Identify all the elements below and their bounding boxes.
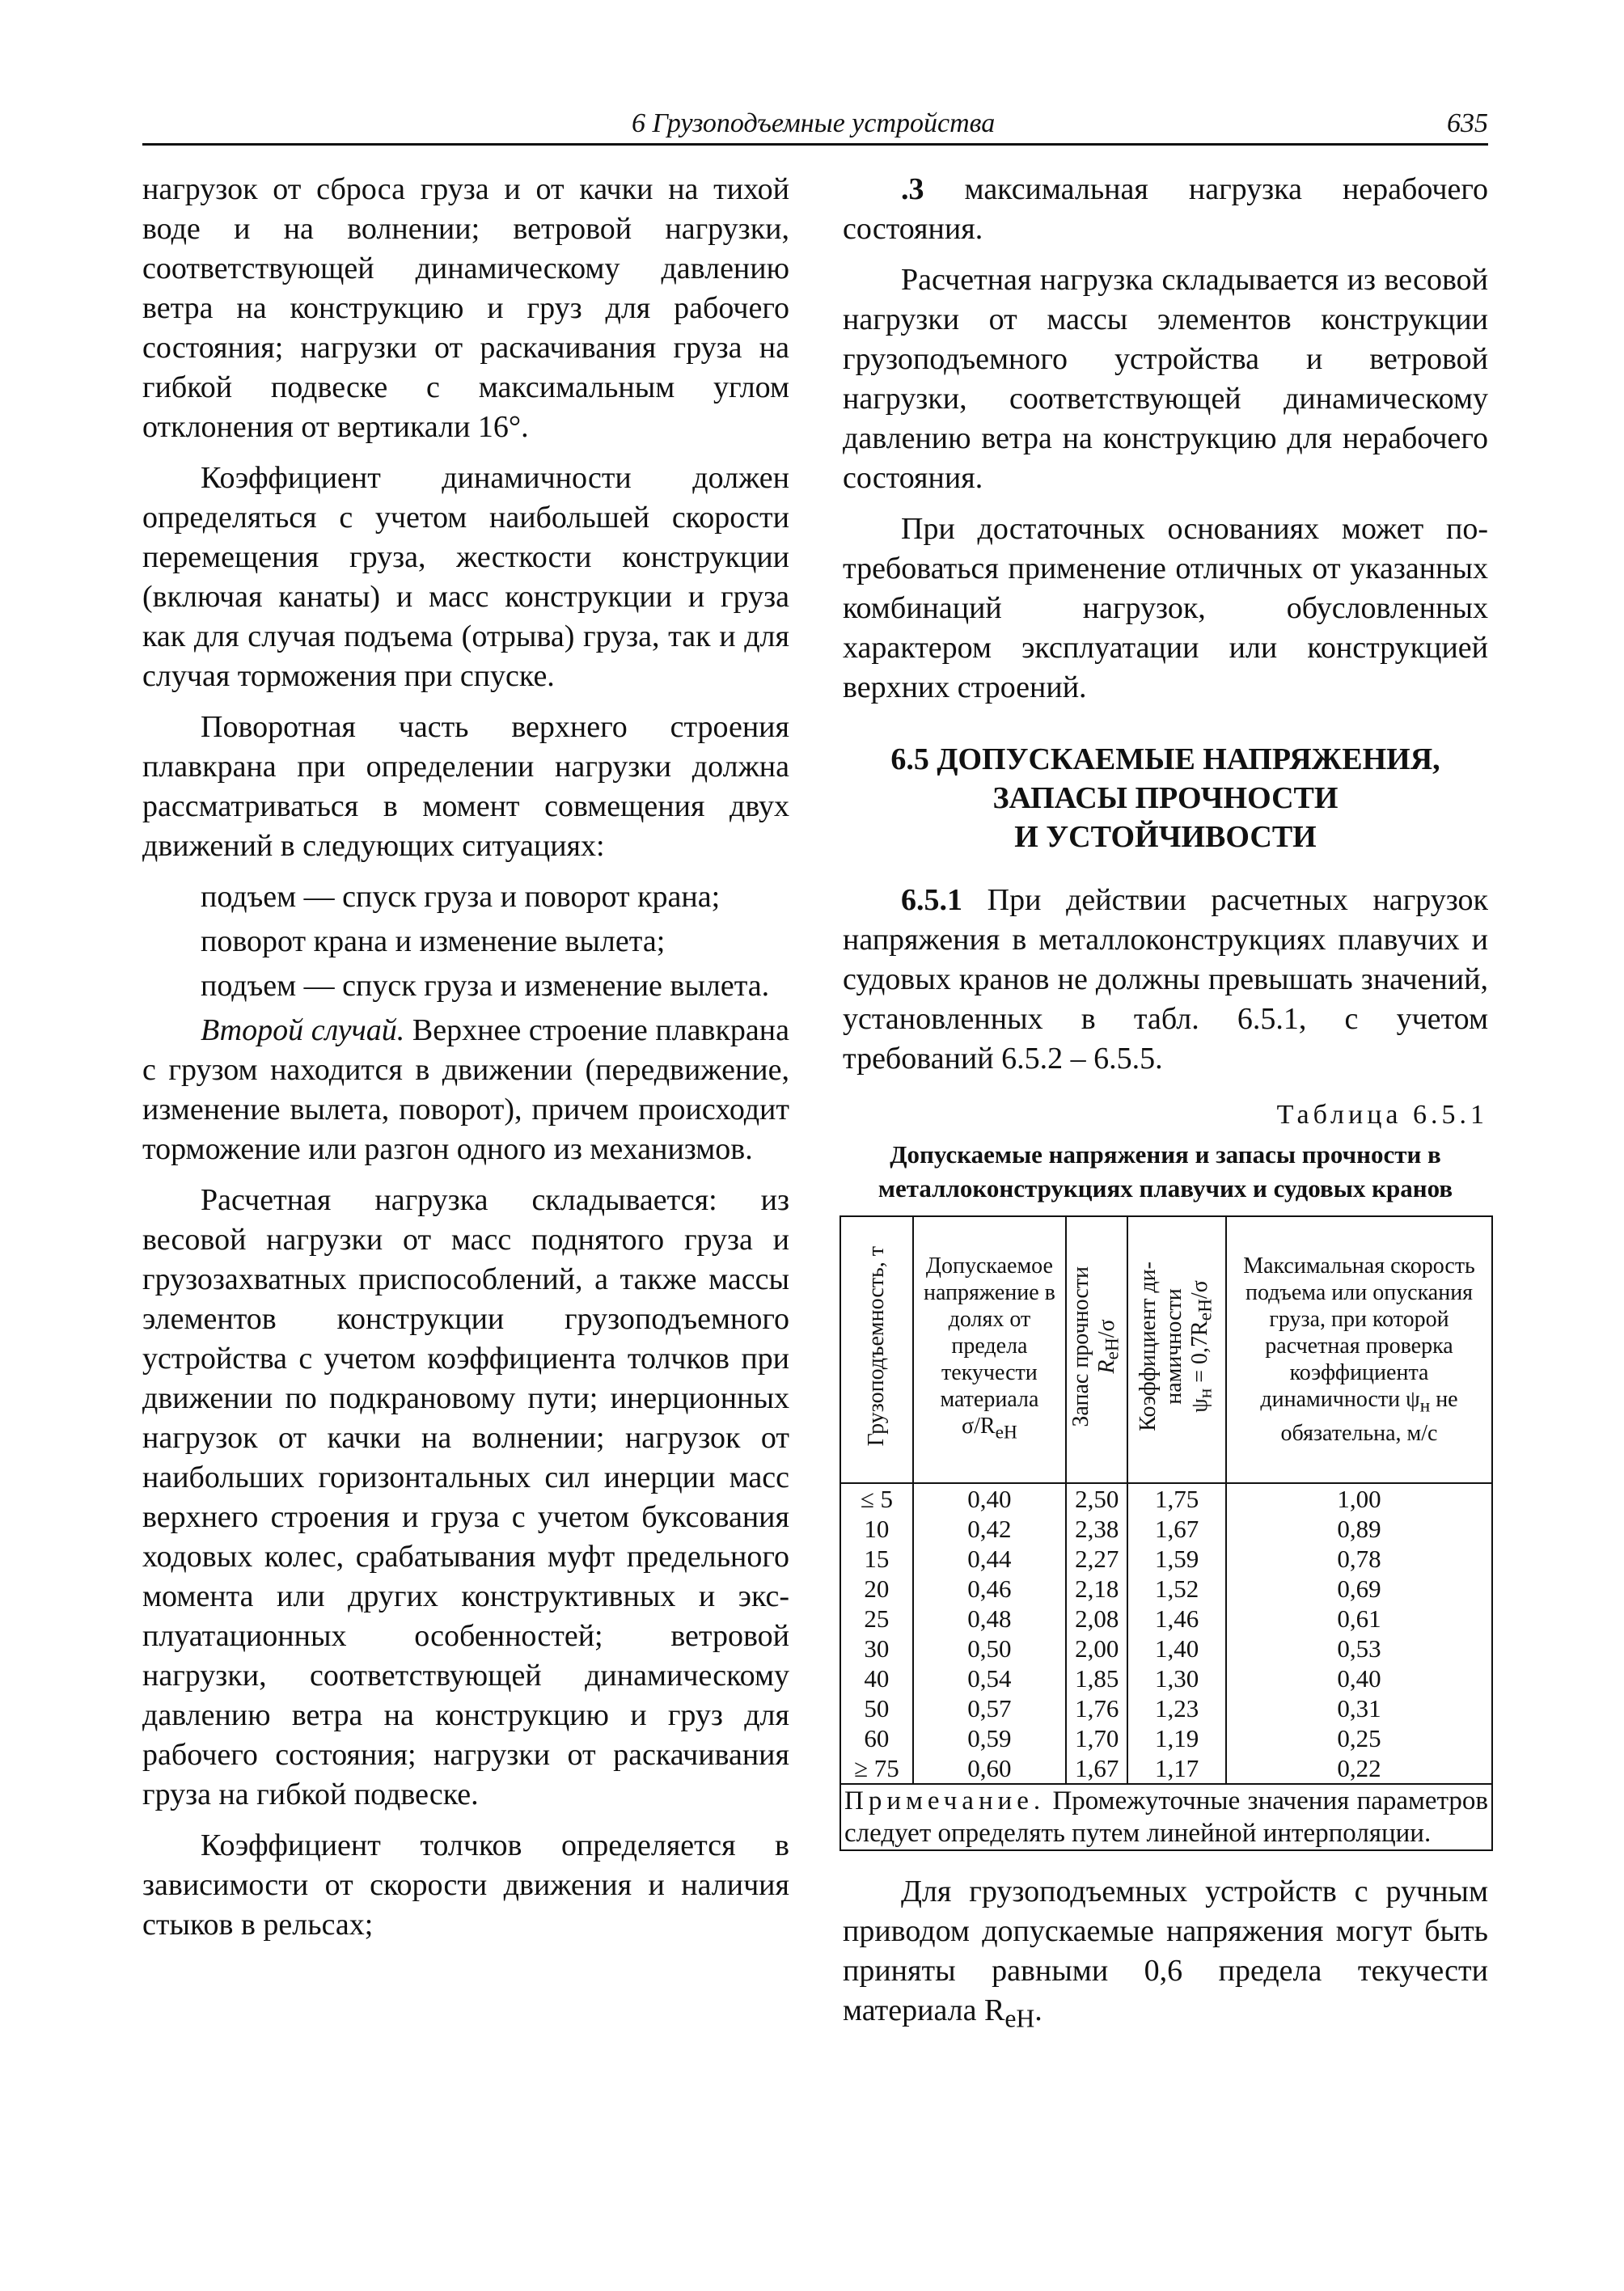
table-row [840, 1663, 1492, 1693]
header-dynamic-coefficient: Коэффициент ди- намичности $\psi_н = 0,7R_{eH}/\sigma$ [1127, 1216, 1226, 1483]
table-cell: 0,31 [1226, 1693, 1492, 1723]
paragraph: Коэффициент толчков определяется в зависимости от скорости движения и наличия стыков в рельсах; [142, 1828, 789, 1942]
table-cell: ≤ 5 [840, 1483, 913, 1514]
table-cell: 25 [840, 1604, 913, 1634]
table-cell: 2,27 [1066, 1544, 1127, 1574]
table-cell: 1,46 [1127, 1604, 1226, 1634]
table-cell: 1,75 [1127, 1483, 1226, 1514]
paragraph-text: максимальная нагрузка нерабочего состояния. [843, 172, 1488, 246]
header-allowable-stress: Допускаемое напряжение в долях от предела текучести материала $\sigma/R_{eH}$ [913, 1216, 1067, 1483]
paragraph: При достаточных основаниях может потребоваться применение отличных от указанных комбинаций нагрузок, обусловленных характером эксплуатации или конструкцией верхних строений. [843, 512, 1488, 704]
table-cell: 1,17 [1127, 1753, 1226, 1784]
table-cell: 15 [840, 1544, 913, 1574]
table-cell: 1,85 [1066, 1663, 1127, 1693]
header-title: 6 Грузоподъемные устройства [632, 108, 996, 138]
section-heading [843, 740, 1488, 856]
header-max-speed: Максимальная скорость подъема или опускания груза, при которой расчетная проверка коэффициента динамичности $\psi_н$ не обязательна, м/с [1226, 1216, 1492, 1483]
table-cell: 0,25 [1226, 1723, 1492, 1753]
table-cell: 1,23 [1127, 1693, 1226, 1723]
table-cell: 0,60 [913, 1753, 1067, 1784]
subscript: eH [1004, 2004, 1035, 2033]
paragraph: Коэффициент динамичности должен определяться с учетом наибольшей скорости перемещения груза, жесткости конструкции (включая канаты) и масс конструкции и груза как для случая подъема (отрыва) груза, так и для случая торможения при спуске. [142, 461, 789, 693]
table-cell: 0,54 [913, 1663, 1067, 1693]
list-item: подъем — спуск груза и изменение вылета. [201, 969, 770, 1003]
table-row [840, 1634, 1492, 1663]
table-cell: 0,69 [1226, 1574, 1492, 1604]
table-cell: 0,40 [913, 1483, 1067, 1514]
table-cell: 0,44 [913, 1544, 1067, 1574]
paragraph [843, 1872, 1488, 2039]
table-note-row [840, 1784, 1492, 1850]
table-cell: 0,89 [1226, 1514, 1492, 1544]
paragraph-text: Верхнее строение плавкрана с грузом находится в движении (передвижение, изменение вылета, поворот), причем происходит торможение или разгон одного из механизмов. [142, 1013, 789, 1166]
paragraph [843, 170, 1488, 249]
case-label: Второй случай. [201, 1013, 405, 1047]
table-cell: 0,78 [1226, 1544, 1492, 1574]
table-cell: 1,76 [1066, 1693, 1127, 1723]
stress-table [839, 1215, 1493, 1851]
table-cell: 0,40 [1226, 1663, 1492, 1693]
table-row [840, 1723, 1492, 1753]
table-row [840, 1574, 1492, 1604]
table-cell: 20 [840, 1574, 913, 1604]
table-cell: 1,70 [1066, 1723, 1127, 1753]
header-safety-factor: Запас прочности $R_{eH}/\sigma$ [1066, 1216, 1127, 1483]
paragraph: Поворотная часть верхнего строения плавкрана при определении нагрузки должна рассматриваться в момент совмещения двух движений в следующих ситуациях: [142, 710, 789, 863]
list-item: поворот крана и изменение вылета; [201, 924, 666, 958]
table-row [840, 1753, 1492, 1784]
paragraph-end: . [1034, 1993, 1042, 2027]
page-number: 635 [1447, 108, 1488, 138]
table-cell: 2,08 [1066, 1604, 1127, 1634]
table-cell: 0,46 [913, 1574, 1067, 1604]
section-heading-line: ЗАПАСЫ ПРОЧНОСТИ [992, 781, 1339, 815]
table-cell: 0,42 [913, 1514, 1067, 1544]
list-item: подъем — спуск груза и поворот крана; [201, 880, 721, 914]
table-header-row [840, 1216, 1492, 1483]
left-column [142, 170, 789, 1956]
table-cell: 40 [840, 1663, 913, 1693]
table-caption: Допускаемые напряжения и запасы прочности в металлоконструкциях плавучих и судовых кранов [878, 1140, 1453, 1203]
table-cell: 1,67 [1127, 1514, 1226, 1544]
table-cell: 0,22 [1226, 1753, 1492, 1784]
table-cell: 2,18 [1066, 1574, 1127, 1604]
table-row [840, 1544, 1492, 1574]
table-cell: 2,38 [1066, 1514, 1127, 1544]
right-column [843, 170, 1488, 2050]
section-heading-line: И УСТОЙЧИВОСТИ [1014, 820, 1317, 854]
paragraph: Расчетная нагрузка складывается из весовой нагрузки от массы элементов конструкции грузоподъемного устройства и ветровой нагрузки, соответствующей динамическому давлению ветра на конструкцию для нерабочего состояния. [843, 263, 1488, 495]
table-cell: 0,50 [913, 1634, 1067, 1663]
table-cell: 60 [840, 1723, 913, 1753]
table-row [840, 1604, 1492, 1634]
table-label: Таблица 6.5.1 [1276, 1100, 1488, 1130]
table-row [840, 1693, 1492, 1723]
table-cell: 0,61 [1226, 1604, 1492, 1634]
table-cell: 1,19 [1127, 1723, 1226, 1753]
table-cell: 1,40 [1127, 1634, 1226, 1663]
note-text: Промежуточные значения параметров следует определять путем линейной интерполяции. [844, 1786, 1488, 1848]
table-cell: 1,00 [1226, 1483, 1492, 1514]
table-cell: 2,00 [1066, 1634, 1127, 1663]
table-cell: 1,67 [1066, 1753, 1127, 1784]
table-cell: 0,48 [913, 1604, 1067, 1634]
table-cell: 30 [840, 1634, 913, 1663]
paragraph [843, 881, 1488, 1079]
paragraph: Расчетная нагрузка складывается: из весовой нагрузки от масс поднятого груза и грузозахватных приспособлений, а также массы элементов конструкции грузоподъемного устройства с учетом коэффициента толчков при движении по подкрановому пути; инерционных нагрузок от качки на волнении; нагрузок от наибольших горизонтальных сил инерции масс верхнего строения и груза с учетом буксования ходовых колес, срабатывания муфт предельного момента или других конструктивных и эксплуатационных особенностей; ветровой нагрузки, соответствующей динамическому давлению ветра на конструкцию и груз для рабочего состояния; нагрузки от раскачивания груза на гибкой подвеске. [142, 1183, 789, 1811]
table-cell: 50 [840, 1693, 913, 1723]
table-cell: 1,52 [1127, 1574, 1226, 1604]
paragraph-text: При действии расчетных нагрузок напряжения в металлоконструкциях плавучих и судовых кранов не должны превышать значений, установленных в табл. 6.5.1, с учетом требований 6.5.2 – 6.5.5. [843, 883, 1488, 1076]
table-cell: 10 [840, 1514, 913, 1544]
table-cell: 1,30 [1127, 1663, 1226, 1693]
paragraph [142, 1011, 789, 1169]
section-heading-line: 6.5 ДОПУСКАЕМЫЕ НАПРЯЖЕНИЯ, [890, 742, 1440, 776]
table-row [840, 1514, 1492, 1544]
table-note [840, 1784, 1492, 1850]
item-number: .3 [901, 172, 924, 206]
table-cell: ≥ 75 [840, 1753, 913, 1784]
table-cell: 1,59 [1127, 1544, 1226, 1574]
running-header [142, 108, 1488, 146]
table-cell: 0,57 [913, 1693, 1067, 1723]
clause-number: 6.5.1 [901, 883, 962, 917]
table-row [840, 1483, 1492, 1514]
paragraph-text: Для грузоподъемных устройств с ручным приводом допускаемые напряжения могут быть приняты равными 0,6 предела текучести материала R [843, 1875, 1488, 2027]
paragraph: нагрузок от сброса груза и от качки на тихой воде и на волнении; ветровой нагрузки, соответствующей динамическому давлению ветра на конструкцию и груз для рабочего состояния; нагрузки от раскачивания груза на гибкой подвеске с максимальным углом отклонения от вертикали 16°. [142, 172, 789, 444]
header-capacity: Грузоподъемность, т [840, 1216, 913, 1483]
table-cell: 0,59 [913, 1723, 1067, 1753]
note-label: Примечание. [844, 1786, 1046, 1815]
table-cell: 0,53 [1226, 1634, 1492, 1663]
table-cell: 2,50 [1066, 1483, 1127, 1514]
